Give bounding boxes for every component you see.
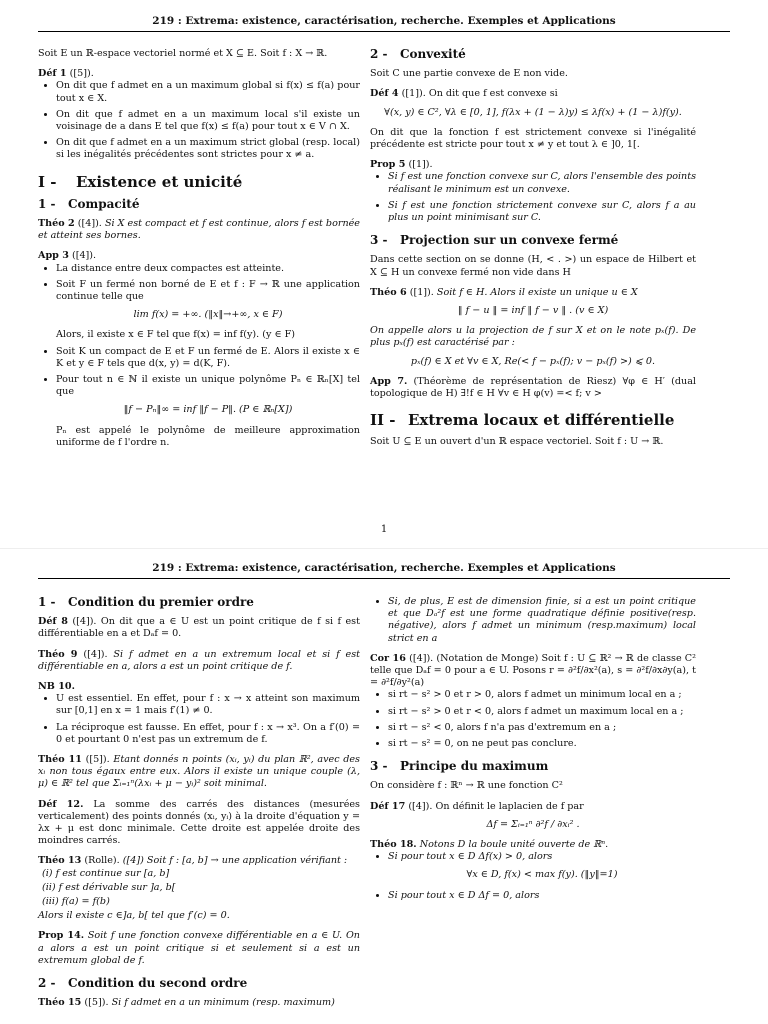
definition-4 [370,88,696,151]
theo-ref: (Rolle). [84,855,120,867]
theorem-18 [370,839,696,902]
app-label: App 3 [38,250,69,262]
theorem-9 [38,649,360,673]
definition-8 [38,616,360,640]
equation: lim f(x) = +∞. (‖x‖→+∞, x ∈ F) [133,309,283,321]
list-item: • Si pour tout x ∈ D Δf = 0, alors [388,890,696,902]
definition-12 [38,799,360,848]
list-item: • La distance entre deux compactes est atteinte. [56,263,360,275]
list-item: (i) f est continue sur [a, b] [42,867,170,879]
equation: Δf = Σᵢ₌₁ⁿ ∂²f / ∂xᵢ² . [486,818,580,830]
theo-ref: ([5]). [84,997,109,1009]
list-item: • si rt − s² > 0 et r < 0, alors f admet un maximum local en a ; [388,706,696,718]
app-ref: ([4]). [71,250,97,262]
prop-text: Soit f une fonction convexe différentiable en a ∈ U. On a alors a est un point critique si et seulement si a est un extremum global de f. [38,930,360,966]
list-item [388,851,696,881]
section-text: Existence et unicité [76,172,243,191]
theo-text: Si X est compact et f est continue, alors f est bornée et atteint ses bornes. [38,218,360,242]
item-text: Soit F un fermé non borné de E et f : F → ℝ une application continue telle que [56,278,360,303]
subsection-text: Principe du maximum [400,759,549,774]
theo-ref: ([1]). [409,286,434,298]
def-ref: ([5]). [69,68,94,80]
list-item [56,279,360,342]
def-ref: ([4]). [408,800,433,812]
note-label: NB 10. [38,681,75,693]
def-text: On définit le laplacien de f par [435,800,584,812]
subsection-number: 3 - [370,233,388,248]
section-title [38,172,360,191]
theorem-11 [38,754,360,791]
theo-label: Théo 18. [370,839,417,851]
definition-17 [370,801,696,831]
subsection-title [38,977,360,989]
note-10 [38,681,360,746]
proposition-14 [38,930,360,967]
theo-ref: ([5]). [85,754,110,766]
right-column [370,596,696,910]
definition-1 [38,68,360,161]
section-number: I - [38,172,57,191]
theo-text: Si f admet en a un extremum local et si f est différentiable en a, alors a est un point critique de f. [38,648,360,672]
cor-label: Cor 16 [370,652,406,664]
list-item: • Si f est une fonction convexe sur C, alors l'ensemble des points réalisant le minimum est un convexe. [388,171,696,195]
subsection-title [38,198,360,210]
theo-label: Théo 2 [38,218,75,230]
def-text: On dit que f est convexe si [428,88,558,100]
list-item: • Si, de plus, E est de dimension finie, si a est un point critique et que Dₐ²f est une forme quadratique définie positive(resp. négative), alors f admet un minimum (resp.maximum) local strict en a [388,596,696,645]
list-item: • La réciproque est fausse. En effet, pour f : x → x³. On a f′(0) = 0 et pourtant 0 n'est pas un extremum de f. [56,722,360,746]
theo-text: ([4]) Soit f : [a, b] → une application vérifiant : [122,855,348,867]
def-label: Déf 17 [370,800,406,812]
app-text: (Théorème de représentation de Riesz) ∀φ ∈ H′ (dual topologique de H) ∃!f ∈ H ∀v ∈ H φ(v) =< f; v > [370,375,696,400]
subsection-number: 2 - [370,47,388,61]
page-header: 219 : Extrema: existence, caractérisation, recherche. Exemples et Applications [38,15,730,32]
paragraph: Soit C une partie convexe de E non vide. [370,68,568,80]
section-text: Extrema locaux et différentielle [408,411,675,430]
theo-label: Théo 13 [38,855,82,867]
subsection-number: 2 - [38,976,56,991]
theo-ref: ([4]). [83,648,108,660]
theo-text: Soit f ∈ H. Alors il existe un unique u ∈ X [436,286,638,298]
list-item [56,374,360,449]
cor-text: (Notation de Monge) Soit f : U ⊆ ℝ² → ℝ de classe C² telle que Dₐf = 0 pour a ∈ U. Posons r = ∂²f/∂x²(a), s = ∂²f/∂x∂y(a), t = ∂²f/∂y²(a) [370,652,696,689]
list-item: • On dit que f admet en a un maximum global si f(x) ≤ f(a) pour tout x ∈ X. [56,80,360,104]
def-text: La somme des carrés des distances (mesurées verticalement) des points donnés (xᵢ, yᵢ) à la droite d'équation y = λx + μ est donc minimale. Cette droite est appelée droite des moindres carrés. [38,798,360,847]
theo-text: On appelle alors u la projection de f sur X et on le note pₓ(f). De plus pₓ(f) est caractérisé par : [370,325,696,349]
subsection-title [370,48,696,60]
item-text: Pₙ est appelé le polynôme de meilleure approximation uniforme de f l'ordre n. [56,424,360,448]
app-label: App 7. [370,375,408,387]
prop-label: Prop 14. [38,930,85,942]
subsection-title [38,596,360,608]
theo-label: Théo 11 [38,754,82,766]
list-item: (ii) f est dérivable sur ]a, b[ [42,881,176,893]
subsection-number: 3 - [370,759,388,774]
def-label: Déf 4 [370,88,399,100]
theorem-6 [370,287,696,368]
corollary-16 [370,653,696,750]
condition-list [38,868,360,909]
theo-label: Théo 15 [38,997,82,1009]
application-7 [370,376,696,400]
subsection-text: Condition du premier ordre [68,595,254,609]
def-label: Déf 1 [38,68,67,80]
subsection-text: Convexité [400,47,466,61]
def-ref: ([4]). [72,616,97,628]
list-item: • Soit K un compact de E et F un fermé de E. Alors il existe x ∈ K et y ∈ F tels que d(x, y) = d(K, F). [56,346,360,370]
list-item: • On dit que f admet en a un maximum local s'il existe un voisinage de a dans E tel que f(x) ≤ f(a) pour tout x ∈ V ∩ X. [56,109,360,133]
list-item: (iii) f(a) = f(b) [42,896,110,908]
intro-text: Soit E un ℝ-espace vectoriel normé et X ⊆ E. Soit f : X → ℝ. [38,48,328,59]
section-title [370,411,696,430]
right-column [370,48,696,457]
equation: ‖ f − u ‖ = inf ‖ f − v ‖ . (v ∈ X) [457,305,609,317]
theo-text: Si f admet en a un minimum (resp. maximum) [111,997,335,1009]
list-item: • si rt − s² < 0, alors f n'a pas d'extremum en a ; [388,722,696,734]
theo-label: Théo 9 [38,648,78,660]
equation: pₓ(f) ∈ X et ∀v ∈ X, Re(< f − pₓ(f); v − pₓ(f) >) ⩽ 0. [410,355,656,367]
subsection-text: Condition du second ordre [68,976,248,991]
page-number: 1 [380,524,388,535]
theorem-15 [38,997,360,1009]
def-label: Déf 8 [38,616,68,628]
theo-ref: ([4]). [77,218,102,230]
prop-ref: ([1]). [408,159,433,171]
def-text: On dit que a ∈ U est un point critique de f si f est différentiable en a et Dₐf = 0. [38,616,360,640]
list-item: • si rt − s² = 0, on ne peut pas conclure. [388,738,696,750]
list-item: • On dit que f admet en a un maximum strict global (resp. local) si les inégalités précédentes sont strictes pour x ≠ a. [56,137,360,161]
left-column [38,596,360,1017]
left-column [38,48,360,457]
list-item: • si rt − s² > 0 et r > 0, alors f admet un minimum local en a ; [388,689,696,701]
theo-text: Notons D la boule unité ouverte de ℝⁿ. [419,839,609,851]
list-item: • Si f est une fonction strictement convexe sur C, alors f a au plus un point minimisant sur C. [388,200,696,224]
item-text: Alors, il existe x ∈ F tel que f(x) = inf f(y). (y ∈ F) [56,329,295,341]
subsection-title [370,234,696,246]
application-3 [38,250,360,449]
paragraph: On considère f : ℝⁿ → ℝ une fonction C² [370,780,563,792]
item-text: Pour tout n ∈ ℕ il existe un unique polynôme Pₙ ∈ ℝₙ[X] tel que [56,374,360,398]
subsection-number: 1 - [38,595,56,609]
equation: ‖f − Pₙ‖∞ = inf ‖f − P‖. (P ∈ ℝₙ[X]) [123,404,293,416]
equation: ∀(x, y) ∈ C², ∀λ ∈ [0, 1], f(λx + (1 − λ)y) ≤ λf(x) + (1 − λ)f(y). [384,106,682,118]
theorem-2 [38,218,360,242]
def-ref: ([1]). [401,88,426,100]
page-header: 219 : Extrema: existence, caractérisation, recherche. Exemples et Applications [38,562,730,579]
item-text: Si pour tout x ∈ D Δf(x) > 0, alors [388,851,553,863]
def-label: Déf 12. [38,798,84,810]
page-2 [0,548,768,1024]
equation: ∀x ∈ D, f(x) < max f(y). (‖y‖=1) [466,869,618,881]
section-number: II - [370,411,396,430]
def-text: On dit que la fonction f est strictement convexe si l'inégalité précédente est stricte pour tout x ≠ y et tout λ ∈ ]0, 1[. [370,126,696,151]
subsection-text: Projection sur un convexe fermé [400,233,619,248]
list-item: • U est essentiel. En effet, pour f : x → x atteint son maximum sur [0,1] en x = 1 mais f′(1) ≠ 0. [56,693,360,717]
theorem-13 [38,855,360,922]
paragraph: Dans cette section on se donne (H, < . >) un espace de Hilbert et X ⊆ H un convexe fermé non vide dans H [370,254,696,278]
subsection-text: Compacité [68,196,140,211]
paragraph: Soit U ⊆ E un ouvert d'un ℝ espace vectoriel. Soit f : U → ℝ. [370,436,664,448]
subsection-title [370,760,696,772]
theo-text: Etant donnés n points (xᵢ, yᵢ) du plan ℝ², avec des xᵢ non tous égaux entre eux. Alors il existe un unique couple (λ, μ) ∈ ℝ² tel que Σᵢ₌₁ⁿ(λxᵢ + μ − yᵢ)² soit minimal. [38,754,360,790]
theo-text: Alors il existe c ∈]a, b[ tel que f′(c) = 0. [38,910,230,922]
prop-label: Prop 5 [370,159,406,171]
subsection-number: 1 - [38,196,56,211]
theo-label: Théo 6 [370,286,407,298]
cor-ref: ([4]). [409,652,434,664]
proposition-5 [370,159,696,224]
